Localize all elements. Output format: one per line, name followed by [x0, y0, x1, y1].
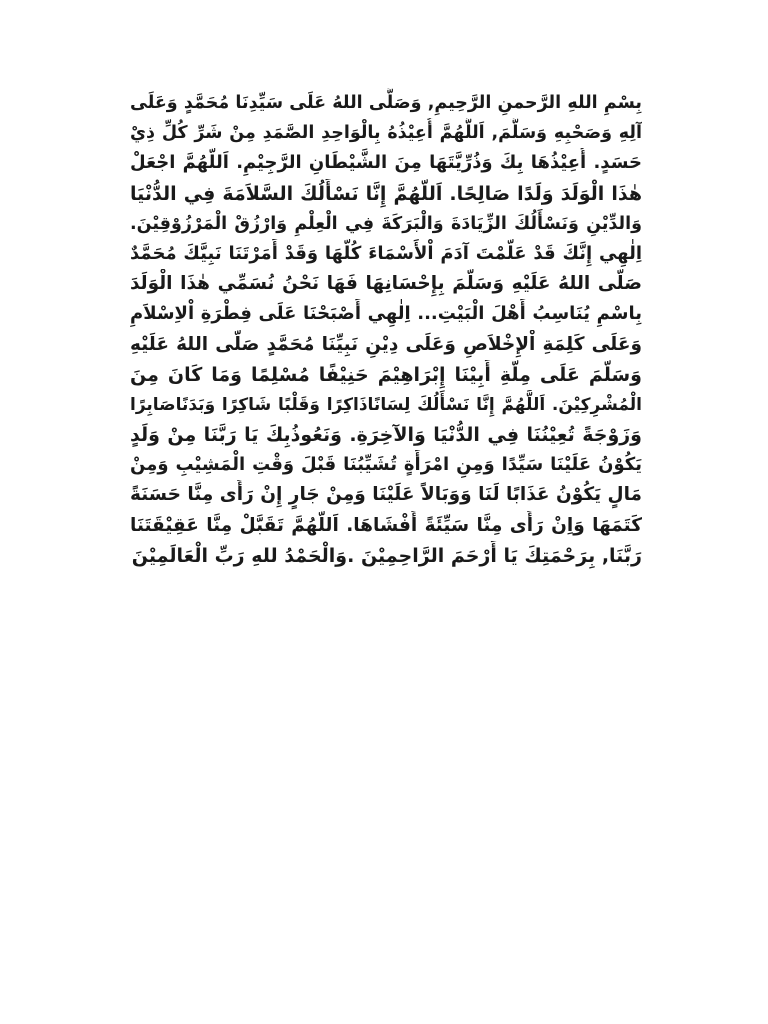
- text-line-9: وَعَلَى كَلِمَةِ اْلإِخْلاَصِ وَعَلَى دِيْنِ نَبِيِّنَا مُحَمَّدٍ صَلَّى اللهُ عَلَيْهِ: [130, 333, 642, 355]
- text-line-8: بِاسْمِ يُنَاسِبُ أَهْلَ الْبَيْتِ... اِلٰهِي أَصْبَحْنَا عَلَى فِطْرَةِ اْلاِسْلاَمِ: [130, 303, 642, 325]
- arabic-prayer-text: [130, 88, 642, 571]
- text-line-11: الْمُشْرِكِيْنَ. اَللَّهُمَّ إِنَّا نَسْأَلُكَ لِسَانًاذَاكِرًا وَقَلْبًا شَاكِرًا وَبَدَنًاصَابِرًا: [130, 394, 642, 415]
- text-line-10: وَسَلَّمَ عَلَى مِلَّةِ أَبِيْنَا إِبْرَاهِيْمَ حَنِيْفًا مُسْلِمًا وَمَا كَانَ مِنَ: [130, 363, 642, 386]
- text-line-7: صَلَّى اللهُ عَلَيْهِ وَسَلَّمَ بِإِحْسَانِهَا فَهَا نَحْنُ نُسَمِّي هٰذَا الْوَلَدَ: [130, 273, 642, 295]
- text-line-15: كَتَمَهَا وَاِنْ رَأَى مِنَّا سَيِّئَةً أَفْشَاهَا. اَللَّهُمَّ تَقَبَّلْ مِنَّا عَقِيْقَتَنَا: [130, 514, 642, 536]
- text-line-13: يَكُوْنُ عَلَيْنَا سَيِّدًا وَمِنِ امْرَأَةٍ تُشَيِّبُنَا قَبْلَ وَقْتِ الْمَشِيْبِ وَمِنْ: [130, 454, 642, 476]
- text-line-14: مَالٍ يَكُوْنُ عَذَابًا لَنَا وَوَبَالاً عَلَيْنَا وَمِنْ جَارٍ إِنْ رَأَى مِنَّا حَسَنَةً: [130, 484, 642, 506]
- text-line-16: رَبَّنَا, بِرَحْمَتِكَ يَا أَرْحَمَ الرَّاحِمِيْنَ .وَالْحَمْدُ للهِ رَبِّ الْعَالَمِيْنَ: [131, 544, 642, 567]
- text-line-4: هٰذَا الْوَلَدَ وَلَدًا صَالِحًا. اَللَّهُمَّ إِنَّا نَسْأَلُكَ السَّلاَمَةَ فِي الدُّنْيَا: [130, 182, 642, 205]
- text-line-12: وَزَوْجَةً تُعِيْنُنَا فِي الدُّنْيَا وَالآخِرَةِ. وَنَعُوذُبِكَ يَا رَبَّنَا مِنْ وَلَدٍ: [130, 424, 642, 447]
- text-line-1: بِسْمِ اللهِ الرَّحمنِ الرَّحِيمِ, وَصَلَّى اللهُ عَلَى سَيِّدِنَا مُحَمَّدٍ وَعَلَى: [130, 93, 642, 113]
- text-line-6: اِلٰهِي إِنَّكَ قَدْ عَلَّمْتَ آدَمَ اْلأَسْمَاءَ كُلَّهَا وَقَدْ أَمَرْتَنَا نَبِيَّكَ مُحَمَّدٌ: [130, 242, 642, 264]
- text-line-2: آلِهِ وَصَحْبِهِ وَسَلَّمَ, اَللَّهُمَّ أُعِيْذُهُ بِالْوَاحِدِ الصَّمَدِ مِنْ شَرِّ كُلِّ ذِيْ: [130, 123, 642, 144]
- text-line-3: حَسَدٍ. أُعِيْذُهَا بِكَ وَذُرِّيَّتَهَا مِنَ الشَّيْطَانِ الرَّجِيْمِ. اَللَّهُمَّ اجْعَلْ: [130, 152, 642, 174]
- text-line-5: وَالدِّيْنِ وَنَسْأَلُكَ الزِّيَادَةَ وَالْبَرَكَةَ فِي الْعِلْمِ وَارْزُقْ الْمَرْزُوْقِيْنَ.: [130, 213, 642, 234]
